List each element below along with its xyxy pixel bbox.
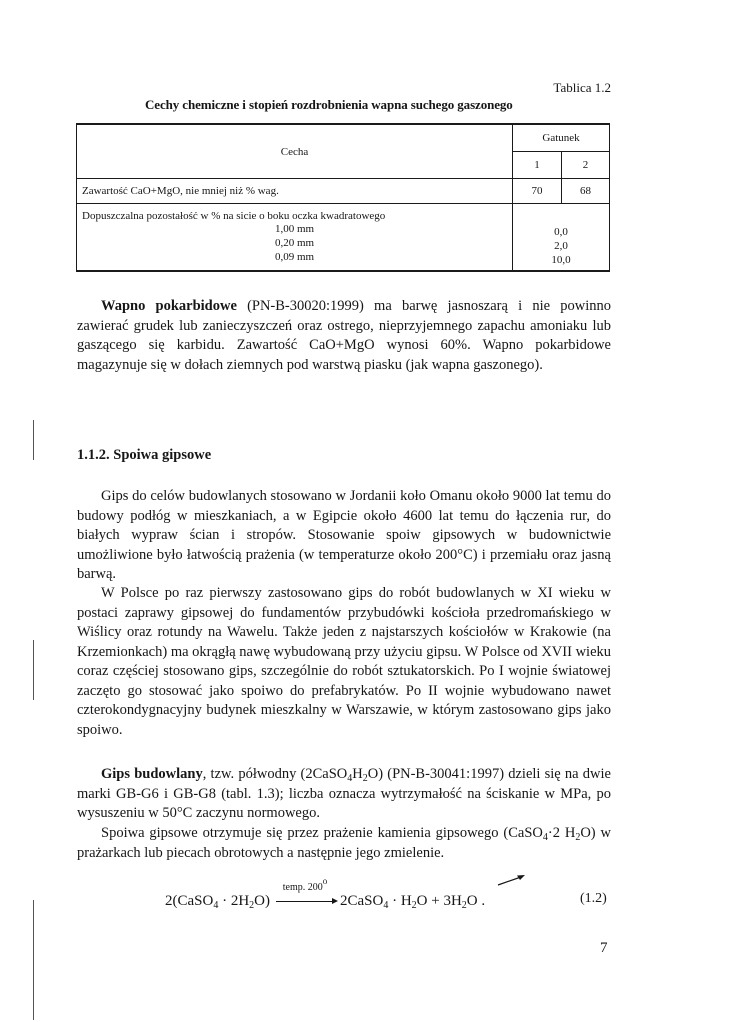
condition-text: temp. 200	[282, 882, 323, 893]
equation-number: (1.2)	[580, 891, 607, 906]
section-heading: 1.1.2. Spoiwa gipsowe	[77, 447, 212, 463]
sieve-size: 1,00 mm	[274, 223, 315, 235]
sieve-size: 0,09 mm	[274, 251, 315, 263]
equation-part: O .	[466, 893, 486, 909]
text: O) w prażarkach lub piecach obrotowych a następnie jego zmielenie.	[77, 825, 611, 861]
equation-part: · 2H	[218, 893, 250, 909]
equation-part: O + 3H	[416, 893, 462, 909]
paragraph-wapno-pokarbidowe	[77, 297, 611, 375]
residue-value: 2,0	[554, 239, 568, 252]
subscript: 2	[575, 832, 581, 843]
residue-title: Dopuszczalna pozostałość w % na sicie o boku oczka kwadratowego	[82, 210, 386, 222]
paragraph-text: (PN-B-30020:1999) ma barwę jasnoszarą i nie powinno zawierać grudek lub zanieczyszczeń oraz ostrego, nieprzyjemnego zapachu amoniaku lub gaszącego się karbidu. Zawartość CaO+MgO wynosi 60%. Wapno pokarbidowe magazynuje się w dołach ziemnych pod warstwą piasku (jak wapna gaszonego).	[77, 298, 611, 373]
text: ·2 H	[547, 825, 576, 841]
subscript: 4	[213, 900, 219, 911]
text: , tzw. półwodny (2CaSO	[202, 766, 348, 782]
reaction-arrow	[274, 876, 336, 910]
term-wapno-pokarbidowe: Wapno pokarbidowe	[101, 298, 237, 314]
table-row	[77, 179, 610, 204]
scan-margin-mark	[33, 420, 34, 460]
row-feature: Zawartość CaO+MgO, nie mniej niż % wag.	[77, 179, 513, 204]
table-caption: Cechy chemiczne i stopień rozdrobnienia wapna suchego gaszonego	[145, 97, 513, 112]
properties-table	[76, 123, 610, 272]
subscript: 4	[383, 900, 389, 911]
text: O) (PN-B-30041:1997) dzieli się na dwie marki GB-G6 i GB-G8 (tabl. 1.3); liczba oznacza wytrzymałość na ściskanie w MPa, po wysuszeniu w 50°C zaczynu normowego.	[77, 766, 611, 821]
residue-values-cell	[513, 204, 610, 272]
paragraph-history: Gips do celów budowlanych stosowano w Jordanii koło Omanu około 9000 lat temu do budowy podłóg w mieszkaniach, a w Egipcie około 4600 lat temu do łączenia rur, do białych wypraw ścian i stropów. Stosowanie spoiw gipsowych w budownictwie umożliwione było łatwością prażenia (w temperaturze około 200°C) i przemiału oraz jasną barwą.	[77, 488, 611, 582]
subscript: 4	[347, 773, 353, 784]
equation-part: · H	[388, 893, 412, 909]
scan-margin-mark	[33, 640, 34, 700]
row-value-2: 68	[562, 179, 610, 204]
equation-part: 2	[165, 893, 173, 909]
chemical-equation	[165, 876, 486, 911]
subscript: 4	[542, 832, 548, 843]
table-row-residue	[77, 204, 610, 272]
equation-part: O)	[254, 893, 270, 909]
reaction-condition	[274, 876, 336, 893]
term-gips-budowlany: Gips budowlany	[101, 766, 203, 782]
degree-sign: o	[322, 876, 328, 886]
paragraph-gips-budowlany	[77, 765, 611, 824]
scan-margin-mark	[33, 900, 34, 1020]
row-value-1: 70	[513, 179, 562, 204]
page-number: 7	[600, 940, 608, 956]
header-grade-1: 1	[513, 152, 562, 179]
sieve-size: 0,20 mm	[274, 237, 315, 249]
paragraph-poland: W Polsce po raz pierwszy zastosowano gips do robót budowlanych w XI wieku w postaci zaprawy gipsowej do fundamentów przybudówki kościoła przedromańskiego w Wiślicy oraz rotundy na Wawelu. Także jeden z najstarszych kościołów w Krakowie (na Krzemionkach) ma okrągłą nawę wybudowaną przy użyciu gipsu. W Polsce od XVII wieku coraz częściej stosowano gips, szczególnie do robót sztukatorskich. Po I wojnie światowej zaczęto go stosować jako spoiwo do prefabrykatów. Po II wojnie wybudowano nawet czterokondygnacyjny budynek mieszkalny w Warszawie, w którym zastosowano gips jako spoiwo.	[77, 585, 611, 738]
header-grade: Gatunek	[513, 124, 610, 152]
subscript: 2	[461, 900, 467, 911]
equation-part: 2CaSO	[340, 893, 384, 909]
residue-value: 0,0	[554, 225, 568, 238]
residue-value: 10,0	[551, 253, 571, 266]
residue-feature-cell	[77, 204, 513, 272]
paragraph-production	[77, 824, 611, 863]
subscript: 2	[411, 900, 417, 911]
text: H	[352, 766, 363, 782]
header-grade-2: 2	[562, 152, 610, 179]
table-header-row	[77, 124, 610, 152]
arrow-right-icon	[276, 901, 334, 902]
text: Spoiwa gipsowe otrzymuje się przez prażenie kamienia gipsowego (CaSO	[101, 825, 543, 841]
gas-release-arrow-icon	[496, 874, 526, 886]
table-label: Tablica 1.2	[553, 80, 611, 95]
header-feature: Cecha	[77, 124, 513, 179]
subscript: 2	[362, 773, 368, 784]
equation-part: (CaSO	[172, 893, 214, 909]
subscript: 2	[249, 900, 255, 911]
